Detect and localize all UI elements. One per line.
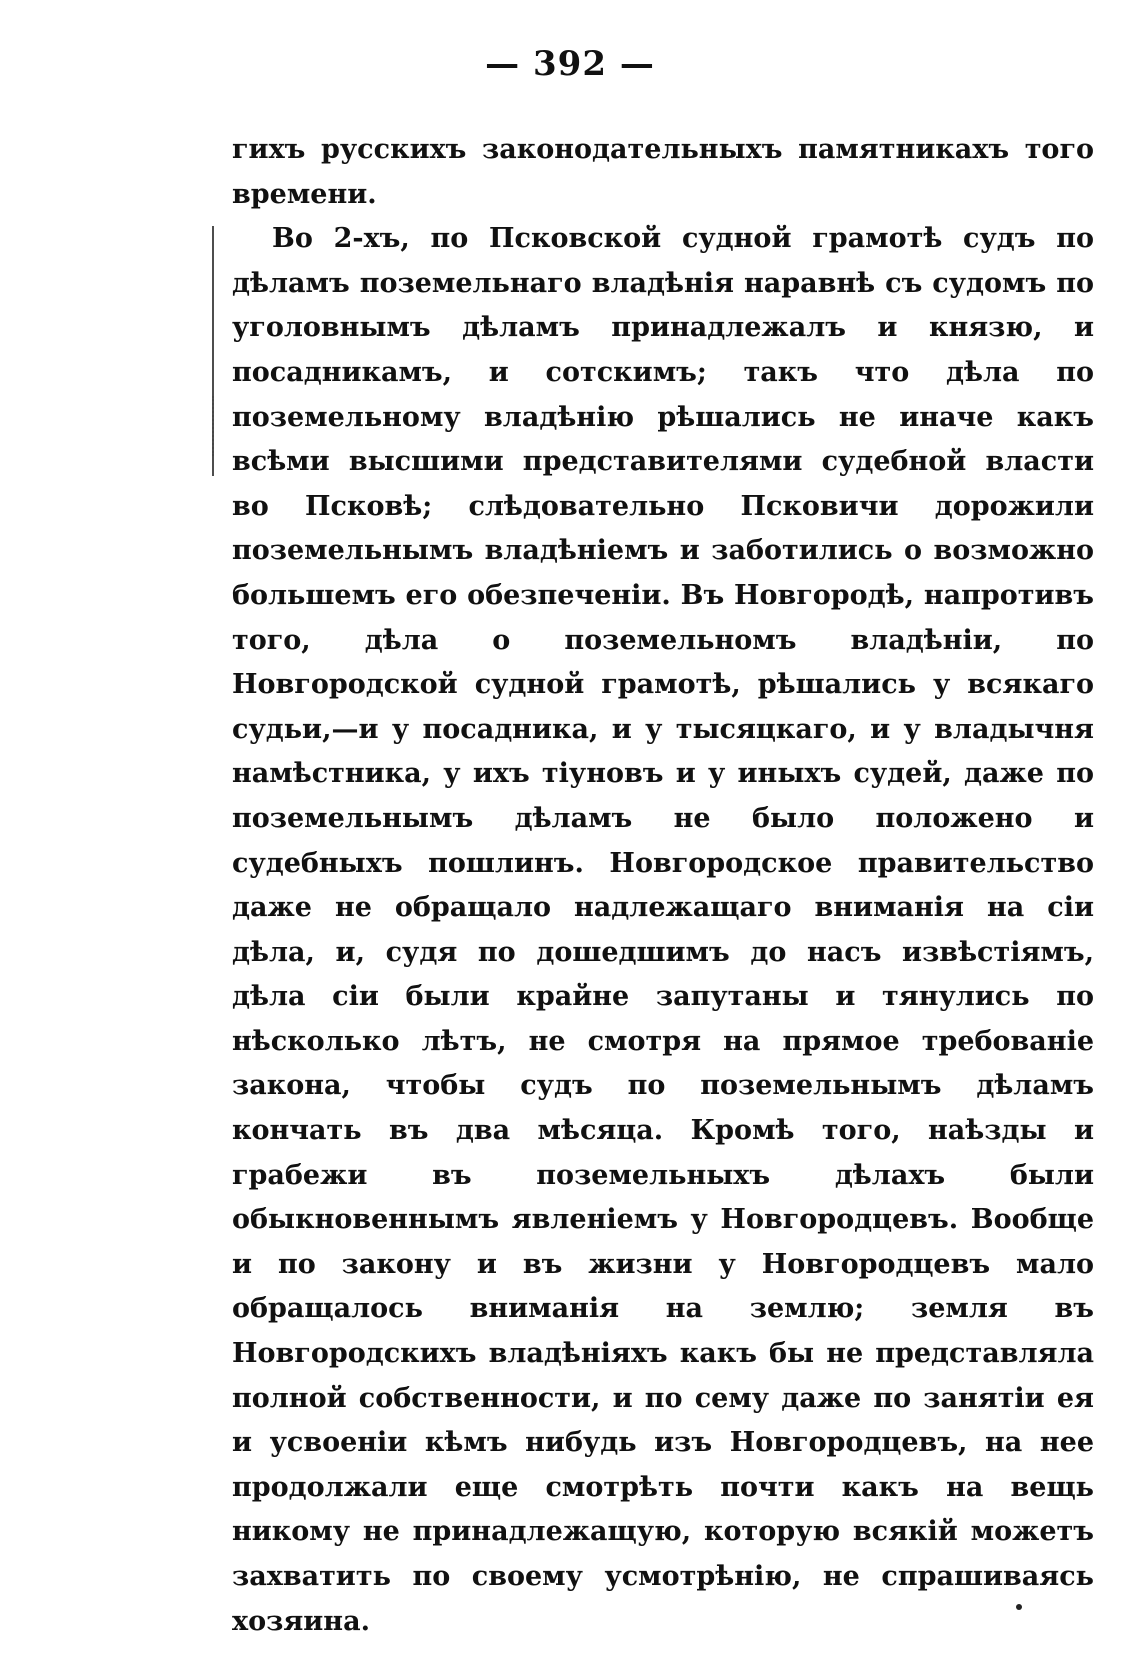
body-text	[232, 128, 1094, 1644]
page-number-header: — 392 —	[485, 44, 655, 84]
paper-speck	[1016, 1604, 1022, 1610]
paragraph-continuation: гихъ русскихъ законодательныхъ памятникахъ того времени.	[232, 134, 1094, 210]
margin-pencil-dots	[212, 396, 216, 456]
paragraph-main: Во 2-хъ, по Псковской судной грамотѣ судъ по дѣламъ поземельнаго владѣнія наравнѣ съ судомъ по уголовнымъ дѣламъ принадлежалъ и князю, и посадникамъ, и сотскимъ; такъ что дѣла по поземельному владѣнію рѣшались не иначе какъ всѣми высшими представителями судебной власти во Псковѣ; слѣдовательно Псковичи дорожили поземельнымъ владѣніемъ и заботились о возможно большемъ его обезпеченіи. Въ Новгородѣ, напротивъ того, дѣла о поземельномъ владѣніи, по Новгородской судной грамотѣ, рѣшались у всякаго судьи,—и у посадника, и у тысяцкаго, и у владычня намѣстника, у ихъ тіуновъ и у иныхъ судей, даже по поземельнымъ дѣламъ не было положено и судебныхъ пошлинъ. Новгородское правительство даже не обращало надлежащаго вниманія на сіи дѣла, и, судя по дошедшимъ до насъ извѣстіямъ, дѣла сіи были крайне запутаны и тянулись по нѣсколько лѣтъ, не смотря на прямое требованіе закона, чтобы судъ по поземельнымъ дѣламъ кончать въ два мѣсяца. Кромѣ того, наѣзды и грабежи въ поземельныхъ дѣлахъ были обыкновеннымъ явленіемъ у Новгородцевъ. Вообще и по закону и въ жизни у Новгородцевъ мало обращалось вниманія на землю; земля въ Новгородскихъ владѣніяхъ какъ бы не представляла полной собственности, и по сему даже по занятіи ея и усвоеніи кѣмъ нибудь изъ Новгородцевъ, на нее продолжали еще смотрѣть почти какъ на вещь никому не принадлежащую, которую всякій можетъ захватить по своему усмотрѣнію, не спрашиваясь хозяина.	[232, 223, 1094, 1637]
